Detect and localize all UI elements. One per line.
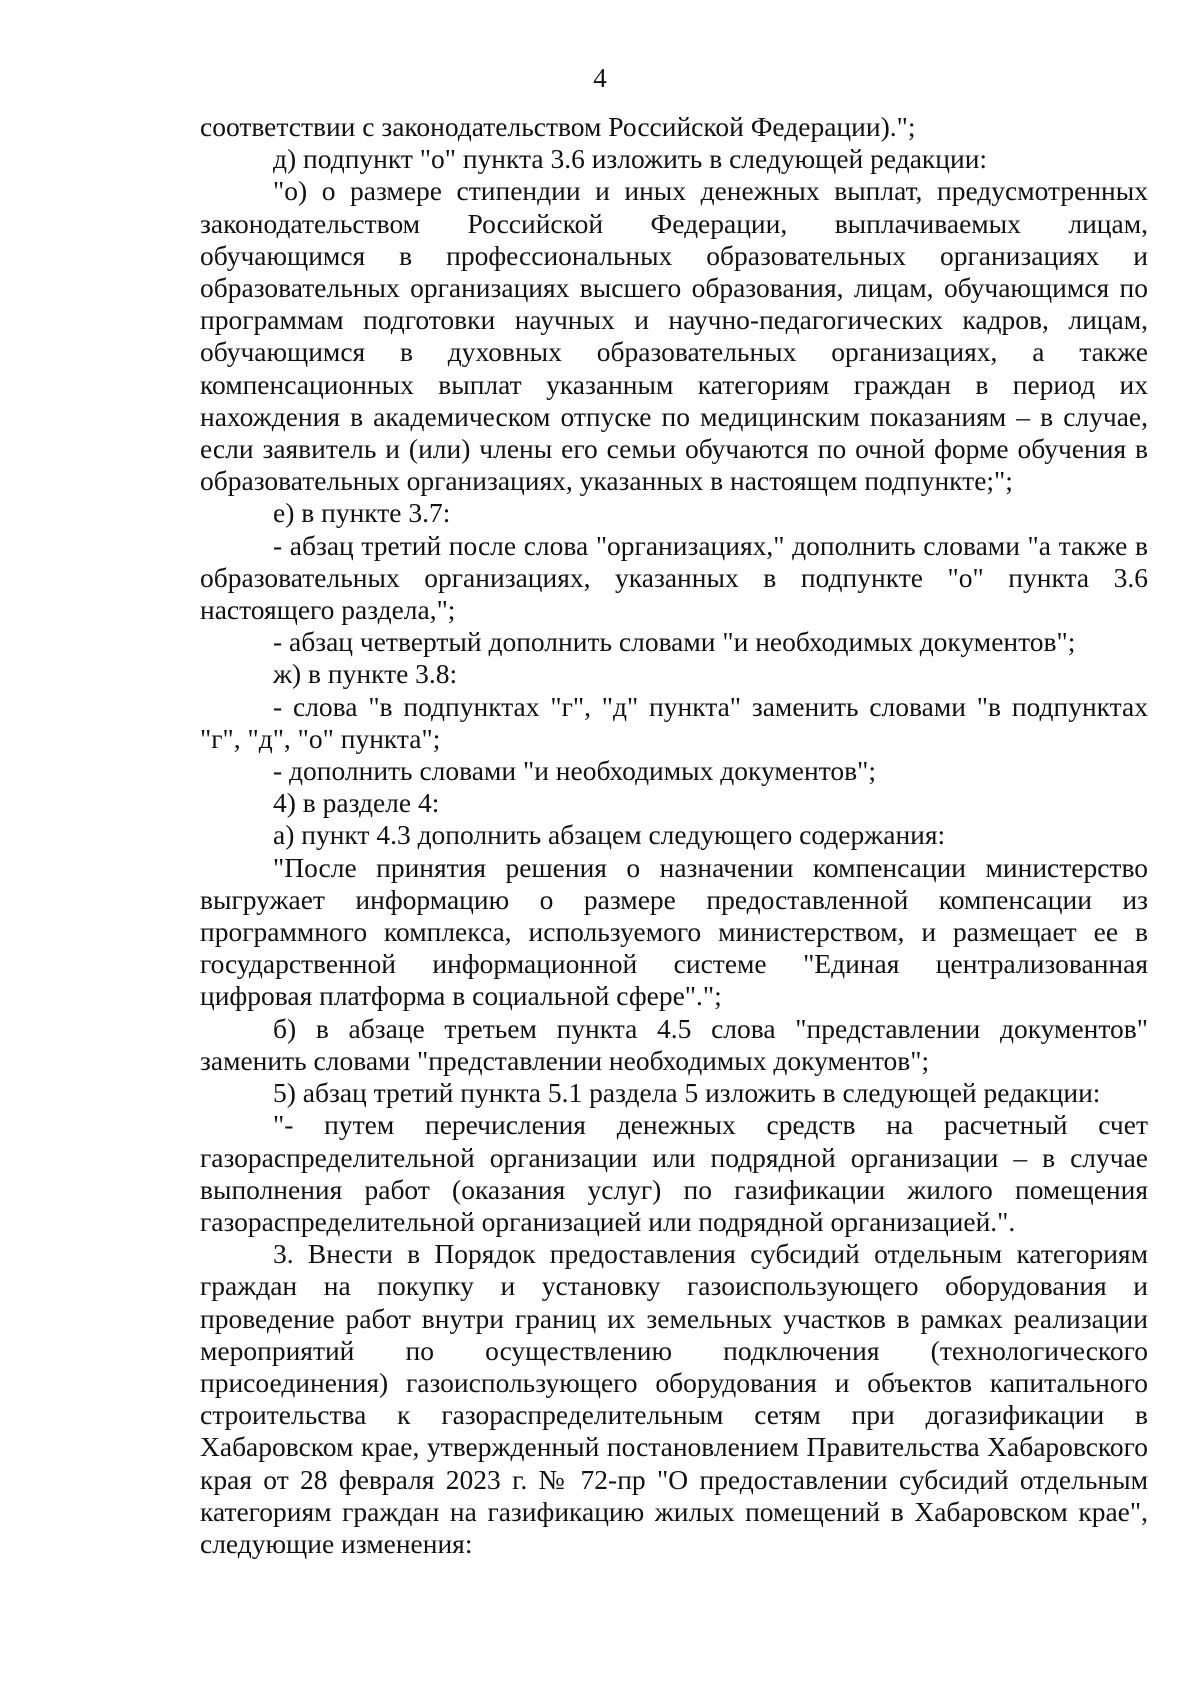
- paragraph-item-e: е) в пункте 3.7:: [273, 497, 451, 529]
- paragraph-item-e-dash-1: - абзац третий после слова "организациях," дополнить словами "а также в образовательных организациях, указанных в подпункте "о" пункта 3.6 настоящего раздела,";: [200, 529, 1148, 626]
- paragraph-section-4: 4) в разделе 4:: [273, 787, 440, 819]
- document-body: [200, 111, 1148, 1560]
- paragraph-item-zh-dash-2: - дополнить словами "и необходимых документов";: [273, 755, 876, 787]
- paragraph-item-zh: ж) в пункте 3.8:: [273, 658, 458, 690]
- paragraph-continuation: соответствии с законодательством Российской Федерации).";: [200, 111, 916, 142]
- page-number: 4: [593, 63, 607, 93]
- paragraph-section-5: 5) абзац третий пункта 5.1 раздела 5 изложить в следующей редакции:: [273, 1077, 1101, 1109]
- paragraph-quoted-addition: "После принятия решения о назначении компенсации министерство выгружает информацию о размере предоставленной компенсации из программного комплекса, используемого министерством, и размещает ее в государственной информационной системе "Единая централизованная цифровая платформа в социальной сфере".";: [200, 851, 1148, 1012]
- paragraph-item-d: д) подпункт "о" пункта 3.6 изложить в следующей редакции:: [273, 143, 988, 175]
- paragraph-quoted-subitem-o: "о) о размере стипендии и иных денежных выплат, предусмотренных законодательством Российской Федерации, выплачиваемых лицам, обучающимся в профессиональных образовательных организациях и образовательных организациях высшего образования, лицам, обучающимся по программам подготовки научных и научно-педагогических кадров, лицам, обучающимся в духовных образовательных организациях, а также компенсационных выплат указанным категориям граждан в период их нахождения в академическом отпуске по медицинским показаниям – в случае, если заявитель и (или) члены его семьи обучаются по очной форме обучения в образовательных организациях, указанных в настоящем подпункте;";: [200, 175, 1148, 497]
- paragraph-item-a: а) пункт 4.3 дополнить абзацем следующего содержания:: [273, 819, 946, 851]
- paragraph-item-e-dash-2: - абзац четвертый дополнить словами "и необходимых документов";: [273, 626, 1076, 658]
- paragraph-quoted-payment: "- путем перечисления денежных средств на расчетный счет газораспределительной организации или подрядной организации – в случае выполнения работ (оказания услуг) по газификации жилого помещения газораспределительной организацией или подрядной организацией.".: [200, 1109, 1148, 1237]
- paragraph-point-3: 3. Внести в Порядок предоставления субсидий отдельным категориям граждан на покупку и установку газоиспользующего оборудования и проведение работ внутри границ их земельных участков в рамках реализации мероприятий по осуществлению подключения (технологического присоединения) газоиспользующего оборудования и объектов капитального строительства к газораспределительным сетям при догазификации в Хабаровском крае, утвержденный постановлением Правительства Хабаровского края от 28 февраля 2023 г. № 72-пр "О предоставлении субсидий отдельным категориям граждан на газификацию жилых помещений в Хабаровском крае", следующие изменения:: [200, 1238, 1148, 1559]
- paragraph-item-zh-dash-1: - слова "в подпунктах "г", "д" пункта" заменить словами "в подпунктах "г", "д", "о" пункта";: [200, 690, 1148, 754]
- paragraph-item-b: б) в абзаце третьем пункта 4.5 слова "представлении документов" заменить словами "представлении необходимых документов";: [200, 1012, 1148, 1076]
